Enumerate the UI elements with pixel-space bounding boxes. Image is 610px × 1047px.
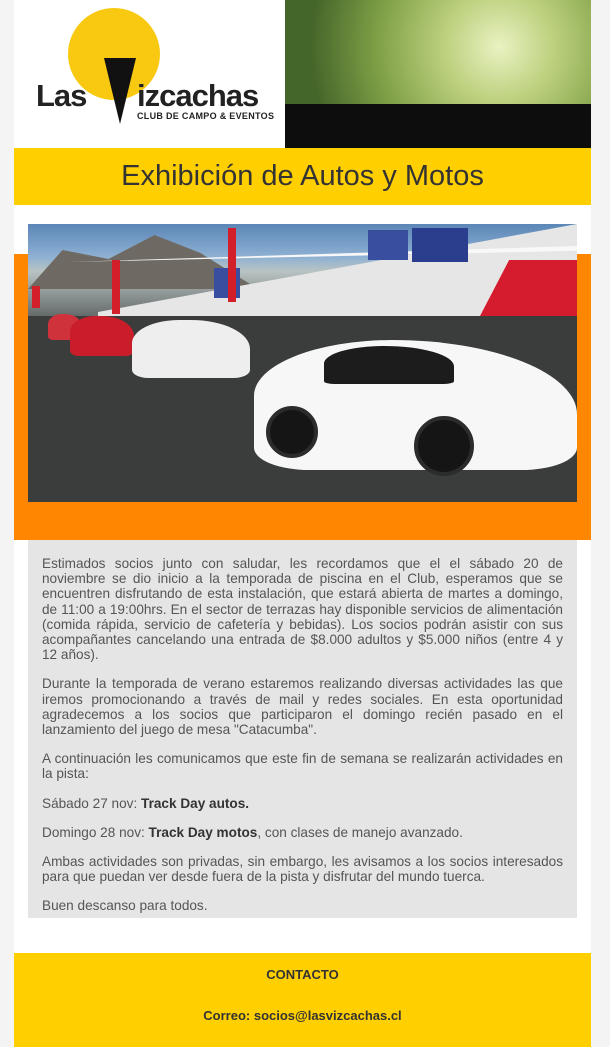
page-title: Exhibición de Autos y Motos	[121, 160, 484, 192]
brand-logo[interactable]	[14, 0, 285, 140]
header-trees-photo	[285, 0, 591, 104]
sunday-note: , con clases de manejo avanzado.	[257, 824, 463, 840]
header-black-bar	[285, 104, 591, 148]
logo-text-prefix: Las	[36, 78, 87, 113]
car-window	[324, 346, 454, 384]
footer	[14, 953, 591, 1047]
sponsor-banner	[214, 268, 240, 298]
contact-title: CONTACTO	[266, 967, 339, 982]
paragraph-intro: Estimados socios junto con saludar, les recordamos que el el sábado 20 de noviembre se dio inicio a la temporada de piscina en el Club, esperamos que se encuentren disfrutando de esta instalación, que estará abierta de martes a domingo, de 11:00 a 19:00hrs. En el sector de terrazas hay disponible servicios de alimentación (comida rápida, servicio de cafetería y bebidas). Los socios podrán asistir con sus acompañantes cancelando una entrada de $8.000 adultos y $5.000 niños (entre 4 y 12 años).	[42, 556, 563, 663]
sponsor-banner	[412, 228, 468, 262]
sunday-date: Domingo 28 nov:	[42, 824, 149, 840]
sunday-event: Track Day motos	[148, 824, 258, 840]
header	[14, 0, 591, 148]
flag-pole	[228, 228, 236, 302]
car-wheel-rear	[414, 416, 474, 476]
car-wheel-front	[266, 406, 318, 458]
paragraph-closing: Buen descanso para todos.	[42, 898, 208, 914]
event-photo	[28, 224, 577, 502]
saturday-event: Track Day autos.	[141, 795, 250, 811]
white-hatchback	[132, 320, 250, 378]
paragraph-activities: A continuación les comunicamos que este fin de semana se realizarán actividades en la pista:	[42, 751, 563, 782]
logo-tagline: CLUB DE CAMPO & EVENTOS	[137, 111, 275, 121]
sponsor-banner	[368, 230, 408, 260]
red-car	[70, 316, 134, 356]
paragraph-saturday	[42, 796, 563, 811]
paragraph-sunday	[42, 825, 563, 840]
contact-email-link[interactable]: Correo: socios@lasvizcachas.cl	[203, 1008, 402, 1023]
message-body	[42, 556, 563, 928]
flag-pole	[112, 260, 120, 314]
logo-text-suffix: izcachas	[137, 78, 259, 113]
logo-v-icon	[104, 58, 136, 124]
paragraph-summer: Durante la temporada de verano estaremos realizando diversas actividades las que iremos promocionando a través de mail y redes sociales. En esta oportunidad agradecemos a los socios que participaron el domingo recién pasado en el lanzamiento del juego de mesa "Catacumba".	[42, 676, 563, 738]
message-panel	[28, 540, 577, 918]
flag-pole	[32, 286, 40, 308]
saturday-date: Sábado 27 nov:	[42, 795, 142, 811]
paragraph-private: Ambas actividades son privadas, sin embargo, les avisamos a los socios interesados para que puedan ver desde fuera de la pista y disfrutar del mundo tuerca.	[42, 854, 563, 885]
title-band	[14, 148, 591, 205]
